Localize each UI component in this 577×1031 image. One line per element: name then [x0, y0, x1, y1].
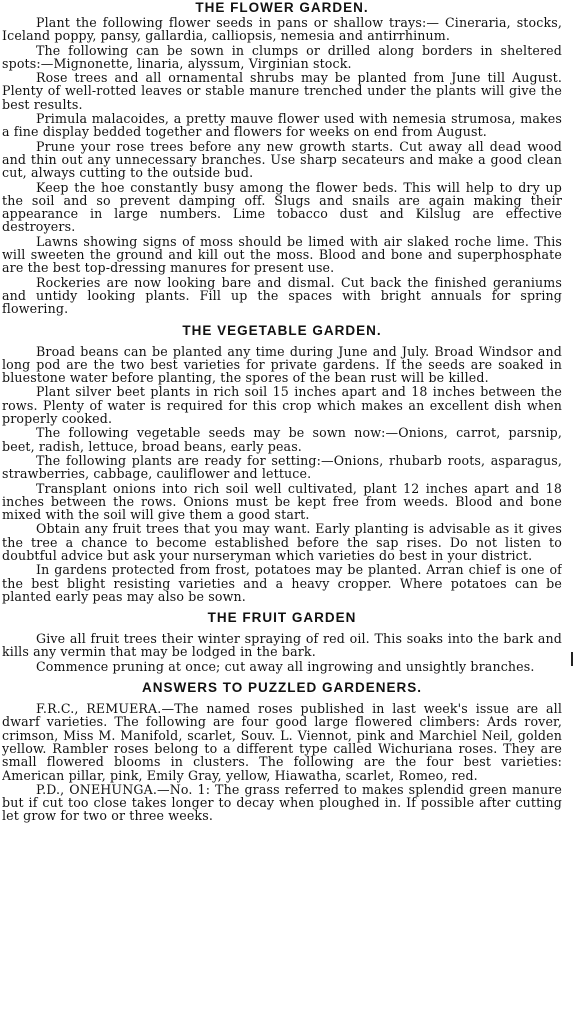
section-heading: THE FRUIT GARDEN — [207, 610, 357, 626]
paragraph: Keep the hoe constantly busy among the flower beds. This will help to dry up the soil and so prevent damping off. Slugs and snails are again making their appearance in large numbers. Lime tobacco dust and Kilslug are effective destroyers. — [2, 179, 562, 235]
paragraph: Transplant onions into rich soil well cultivated, plant 12 inches apart and 18 inches between the rows. Onions must be kept free from weeds. Blood and bone mixed with the soil will give them a good start. — [2, 480, 562, 523]
fruit-garden-section — [2, 610, 562, 673]
section-heading: THE VEGETABLE GARDEN. — [182, 322, 382, 338]
paragraph: F.R.C., REMUERA.—The named roses published in last week's issue are all dwarf varieties. The following are four good large flowered climbers: Ards rover, crimson, Miss M. Manifold, scarlet, Souv. L. Viennot, pink and Marchiel Neil, golden yellow. Rambler roses belong to a different type called Wichuriana roses. They are small flowered blooms in clusters. The following are the four best varieties: American pillar, pink, Emily Gray, yellow, Hiawatha, scarlet, Romeo, red. — [2, 701, 562, 783]
page-edge-mark — [571, 652, 573, 666]
paragraph: The following vegetable seeds may be sown now:—Onions, carrot, parsnip, beet, radish, lettuce, broad beans, early peas. — [2, 425, 562, 454]
paragraph: The following can be sown in clumps or drilled along borders in sheltered spots:—Mignonette, linaria, alyssum, Virginian stock. — [2, 42, 562, 71]
paragraph: The following plants are ready for setting:—Onions, rhubarb roots, asparagus, strawberries, cabbage, cauliflower and lettuce. — [2, 452, 562, 482]
paragraph: Primula malacoides, a pretty mauve flower used with nemesia strumosa, makes a fine display bedded together and flowers for weeks on end from August. — [2, 111, 562, 140]
section-heading: ANSWERS TO PUZZLED GARDENERS. — [141, 680, 422, 696]
newspaper-column — [2, 0, 562, 1031]
section-heading: THE FLOWER GARDEN. — [195, 0, 369, 15]
paragraph: P.D., ONEHUNGA.—No. 1: The grass referred to makes splendid green manure but if cut too close takes longer to decay when ploughed in. If possible after cutting let grow for two or three weeks. — [2, 781, 562, 824]
paragraph: Plant silver beet plants in rich soil 15 inches apart and 18 inches between the rows. Plenty of water is required for this crop which makes an excellent dish when properly cooked. — [2, 384, 562, 427]
paragraph: Rockeries are now looking bare and dismal. Cut back the finished geraniums and untidy looking plants. Fill up the spaces with bright annuals for spring flowering. — [2, 274, 562, 317]
paragraph: Commence pruning at once; cut away all ingrowing and unsightly branches. — [36, 658, 535, 674]
answers-section — [2, 680, 562, 823]
paragraph: In gardens protected from frost, potatoes may be planted. Arran chief is one of the best blight resisting varieties and a heavy cropper. Where potatoes can be planted early peas may also be sown. — [2, 562, 562, 604]
paragraph: Prune your rose trees before any new growth starts. Cut away all dead wood and thin out any unnecessary branches. Use sharp secateurs and make a good clean cut, always cutting to the outside bud. — [2, 138, 562, 181]
paragraph: Lawns showing signs of moss should be limed with air slaked roche lime. This will sweeten the ground and kill out the moss. Blood and bone and superphosphate are the best top-dressing manures for present use. — [2, 233, 562, 276]
paragraph: Plant the following flower seeds in pans or shallow trays:— Cineraria, stocks, Iceland poppy, pansy, gallardia, calliopsis, nemesia and antirrhinum. — [2, 15, 562, 44]
paragraph: Broad beans can be planted any time during June and July. Broad Windsor and long pod are the two best varieties for private gardens. If the seeds are soaked in bluestone water before planting, the spores of the bean rust will be killed. — [2, 343, 562, 386]
vegetable-garden-section — [2, 323, 562, 604]
paragraph: Give all fruit trees their winter spraying of red oil. This soaks into the bark and kills any vermin that may be lodged in the bark. — [2, 631, 562, 660]
paragraph: Obtain any fruit trees that you may want. Early planting is advisable as it gives the tree a chance to become established before the sap rises. Do not listen to doubtful advice but ask your nurseryman which varieties do best in your district. — [2, 521, 562, 563]
paragraph: Rose trees and all ornamental shrubs may be planted from June till August. Plenty of well-rotted leaves or stable manure trenched under the plants will give the best results. — [2, 70, 562, 112]
flower-garden-section — [2, 0, 562, 316]
